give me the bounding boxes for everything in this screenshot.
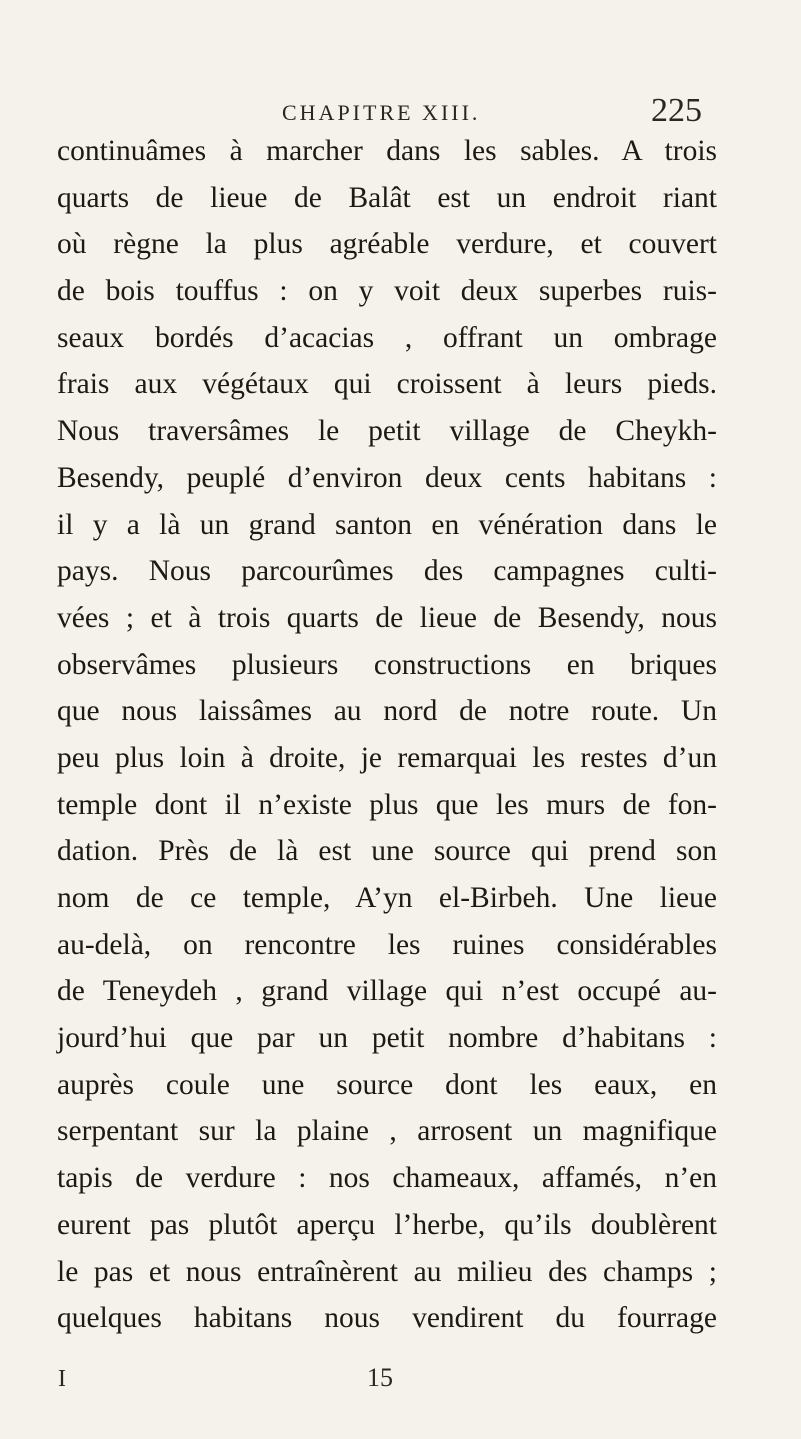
text-line: eurent pas plutôt aperçu l’herbe, qu’ils doublèrent [57, 1208, 717, 1241]
signature-number: 15 [367, 1363, 393, 1392]
text-line: où règne la plus agréable verdure, et couvert [57, 228, 717, 261]
text-line: auprès coule une source dont les eaux, en [57, 1068, 717, 1101]
text-line: frais aux végétaux qui croissent à leurs pieds. [57, 368, 717, 401]
text-line: il y a là un grand santon en vénération dans le [57, 508, 717, 541]
text-line: nom de ce temple, A’yn el-Birbeh. Une lieue [57, 882, 717, 914]
text-line: Besendy, peuplé d’environ deux cents habitans : [57, 461, 717, 494]
running-head: CHAPITRE XIII. [282, 100, 481, 125]
text-line: continuâmes à marcher dans les sables. A trois [57, 135, 717, 167]
text-line: dation. Près de là est une source qui prend son [57, 835, 717, 868]
text-line: jourd’hui que par un petit nombre d’habitans : [57, 1022, 717, 1055]
text-line: serpentant sur la plaine , arrosent un magnifique [57, 1115, 717, 1148]
text-line: pays. Nous parcourûmes des campagnes culti- [57, 555, 717, 588]
text-line: Nous traversâmes le petit village de Cheykh- [57, 415, 717, 448]
text-line: de Teneydeh , grand village qui n’est occupé au- [57, 975, 717, 1008]
text-line: le pas et nous entraînèrent au milieu des champs ; [57, 1255, 717, 1288]
text-line: au-delà, on rencontre les ruines considérables [57, 928, 717, 961]
text-line: quelques habitans nous vendirent du fourrage [57, 1302, 717, 1335]
body-text [57, 128, 717, 1342]
text-line: vées ; et à trois quarts de lieue de Besendy, nous [57, 601, 717, 634]
text-line: quarts de lieue de Balât est un endroit riant [57, 181, 717, 214]
text-line: temple dont il n’existe plus que les murs de fon- [57, 788, 717, 821]
text-line: de bois touffus : on y voit deux superbes ruis- [57, 275, 717, 308]
text-line: peu plus loin à droite, je remarquai les restes d’un [57, 741, 717, 774]
text-line: que nous laissâmes au nord de notre route. Un [57, 695, 717, 728]
text-line: tapis de verdure : nos chameaux, affamés, n’en [57, 1162, 717, 1195]
text-line: observâmes plusieurs constructions en briques [57, 648, 717, 681]
page-number: 225 [651, 92, 702, 129]
text-line: seaux bordés d’acacias , offrant un ombrage [57, 321, 717, 354]
signature-mark: I [58, 1366, 66, 1392]
